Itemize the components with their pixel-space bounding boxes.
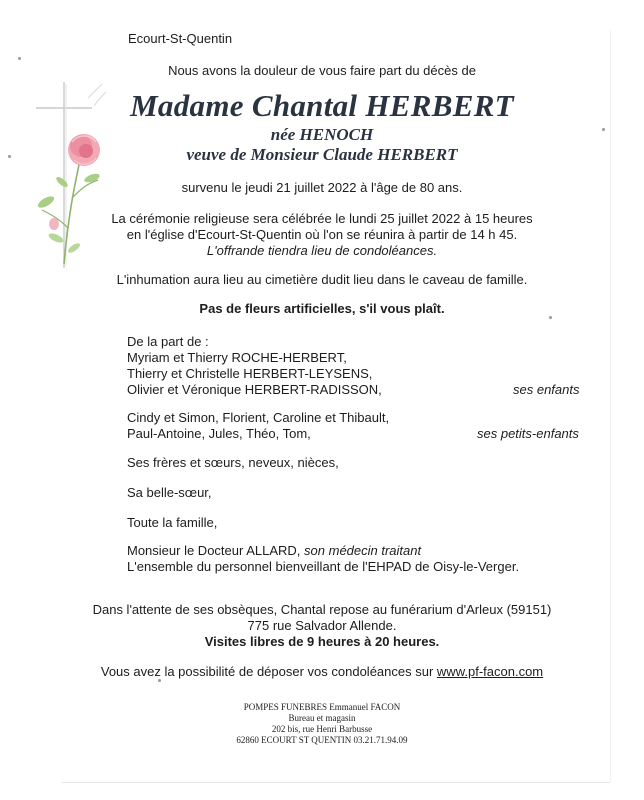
- footer-company: POMPES FUNEBRES Emmanuel FACON: [243, 702, 401, 712]
- deceased-name: Madame Chantal HERBERT: [130, 88, 514, 123]
- condolences-line: [0, 664, 644, 680]
- child-line: Thierry et Christelle HERBERT-LEYSENS,: [127, 366, 373, 381]
- footer-street: 202 bis, rue Henri Barbusse: [271, 724, 373, 734]
- family-header: De la part de :: [127, 334, 209, 349]
- widow-of: veuve de Monsieur Claude HERBERT: [186, 145, 458, 164]
- visitation-line-2: 775 rue Salvador Allende.: [247, 618, 397, 633]
- child-line: Myriam et Thierry ROCHE-HERBERT,: [127, 350, 347, 365]
- children-label: ses enfants: [513, 382, 580, 397]
- siblings-line: Ses frères et sœurs, neveux, nièces,: [127, 455, 339, 470]
- footer-office: Bureau et magasin: [288, 713, 356, 723]
- ceremony-line-3: L'offrande tiendra lieu de condoléances.: [206, 243, 438, 258]
- grandchild-line: Paul-Antoine, Jules, Théo, Tom,: [127, 426, 311, 441]
- grandchildren-label: ses petits-enfants: [477, 426, 579, 441]
- visitation-hours: Visites libres de 9 heures à 20 heures.: [204, 634, 440, 649]
- whole-family-line: Toute la famille,: [127, 515, 218, 530]
- condolences-link[interactable]: www.pf-facon.com: [436, 664, 544, 679]
- doctor-role: son médecin traitant: [304, 543, 422, 558]
- footer-city-phone: 62860 ECOURT ST QUENTIN 03.21.71.94.09: [236, 735, 408, 745]
- scan-speck: [18, 57, 21, 60]
- doctor-line: [127, 543, 421, 559]
- condolences-text: Vous avez la possibilité de déposer vos condoléances sur: [100, 664, 434, 679]
- page-border-bottom: [62, 782, 610, 783]
- ceremony-line-1: La cérémonie religieuse sera célébrée le lundi 25 juillet 2022 à 15 heures: [111, 211, 533, 226]
- town-label: Ecourt-St-Quentin: [128, 31, 233, 46]
- flowers-note: Pas de fleurs artificielles, s'il vous plaît.: [199, 301, 445, 316]
- intro-text: Nous avons la douleur de vous faire part du décès de: [168, 63, 476, 78]
- sister-in-law-line: Sa belle-sœur,: [127, 485, 212, 500]
- doctor-name: Monsieur le Docteur ALLARD,: [127, 543, 301, 558]
- grandchild-line: Cindy et Simon, Florient, Caroline et Thibault,: [127, 410, 390, 425]
- visitation-line-1: Dans l'attente de ses obsèques, Chantal repose au funérarium d'Arleux (59151): [92, 602, 552, 617]
- child-line: Olivier et Véronique HERBERT-RADISSON,: [127, 382, 382, 397]
- ehpad-line: L'ensemble du personnel bienveillant de l'EHPAD de Oisy-le-Verger.: [127, 559, 520, 574]
- death-date: survenu le jeudi 21 juillet 2022 à l'âge de 80 ans.: [181, 180, 463, 195]
- birth-name: née HENOCH: [270, 125, 374, 144]
- ceremony-line-2: en l'église d'Ecourt-St-Quentin où l'on se réunira à partir de 14 h 45.: [126, 227, 518, 242]
- burial-text: L'inhumation aura lieu au cimetière dudit lieu dans le caveau de famille.: [116, 272, 528, 287]
